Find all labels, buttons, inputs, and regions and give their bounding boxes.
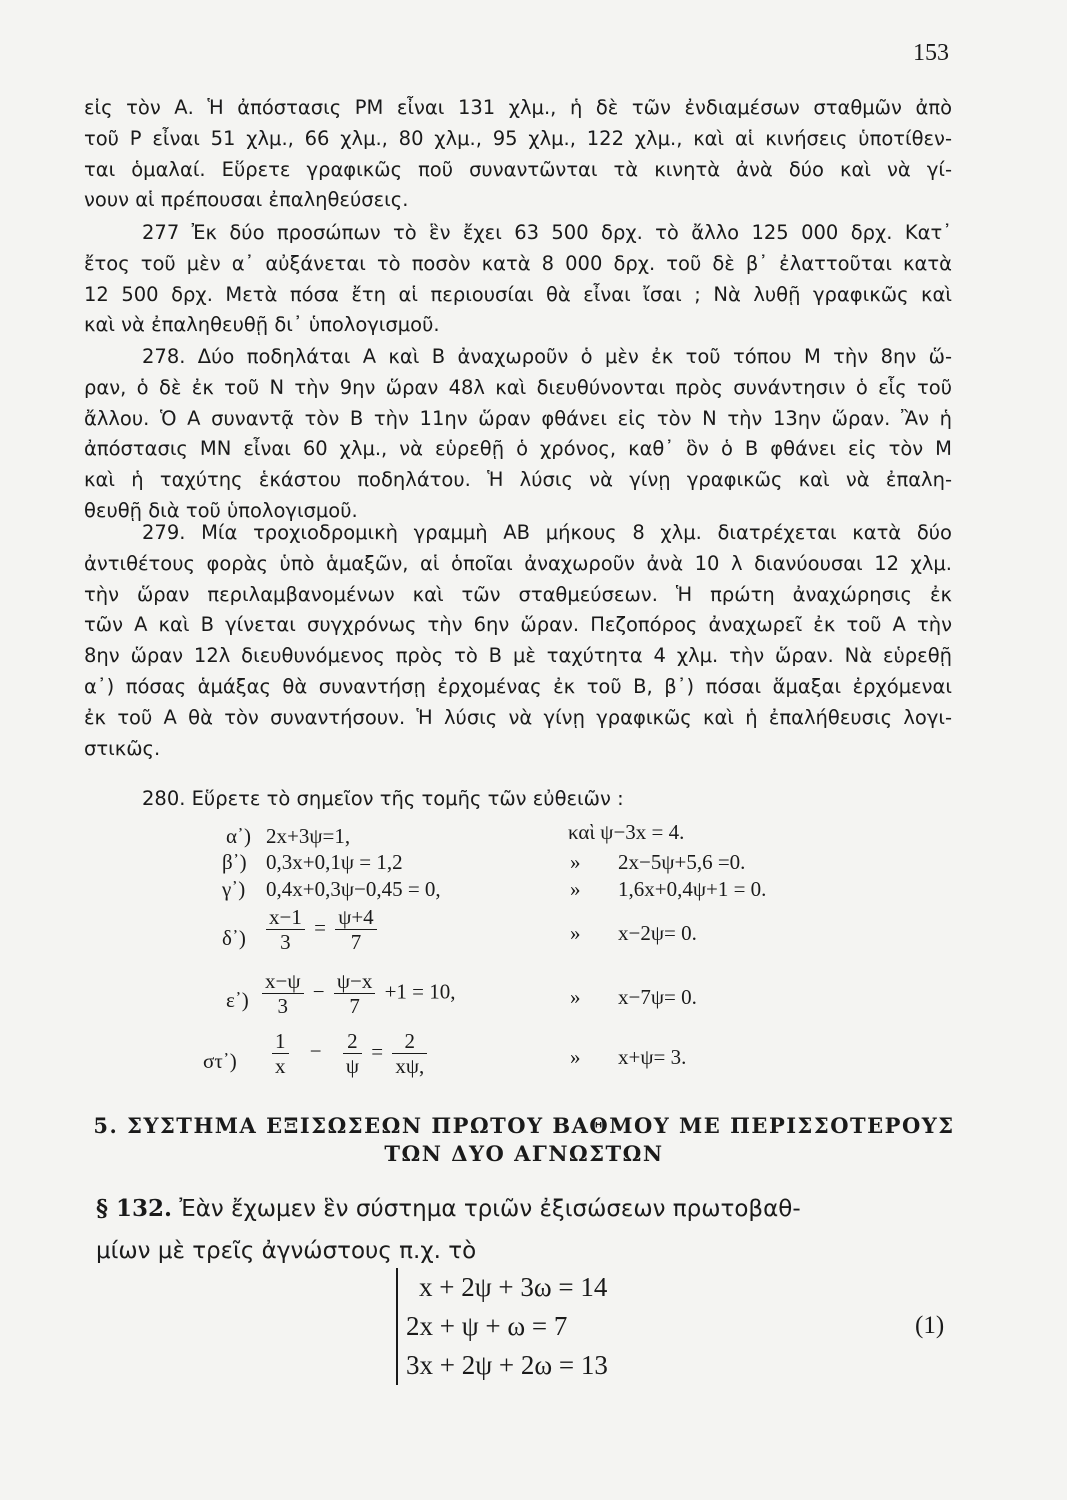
text-line: 280. Εὕρετε τὸ σημεῖον τῆς τομῆς τῶν εὐθειῶν : [142,787,624,810]
item-label: στ᾽) [203,1049,237,1073]
expression-tail: +1 = 10, [384,979,456,1004]
heading-line-2: ΤΩΝ ΔΥΟ ΑΓΝΩΣΤΩΝ [384,1141,664,1166]
denominator: 7 [350,930,362,954]
fraction-expression [258,969,456,1018]
text-line: νουν αἱ πρέπουσαι ἐπαληθεύσεις. [84,188,409,212]
text-line: 279. Μία τροχιοδρομικὴ γραμμὴ ΑΒ μήκους 8 χλμ. διατρέχεται κατὰ δύο [142,521,952,544]
text-line: ἀπόστασις ΜΝ εἶναι 60 χλμ., νὰ εὑρεθῇ ὁ χρόνος, καθ᾽ ὃν ὁ Β φθάνει εἰς τὸν Μ [84,437,952,461]
ditto-mark: » [570,921,581,945]
denominator: 3 [280,930,291,954]
text-line: ραν, ὁ δὲ ἐκ τοῦ Ν τὴν 9ην ὥραν 48λ καὶ διευθύνονται πρὸς συνάντησιν ὁ εἷς τοῦ [84,375,952,399]
equation-right: x+ψ= 3. [618,1045,687,1069]
text-line: καὶ ἡ ταχύτης ἑκάστου ποδηλάτου. Ἡ λύσις νὰ γίνῃ γραφικῶς καὶ νὰ ἐπαλη- [84,468,952,492]
page-number: 153 [913,40,949,66]
numerator: x−ψ [262,969,304,994]
text-line: ἔτος τοῦ μὲν α᾽ αὐξάνεται τὸ ποσὸν κατὰ 8 000 δρχ. τοῦ δὲ β᾽ ἐλαττοῦται κατὰ [84,251,952,275]
item-label: β᾽) [222,850,247,874]
text-line: καὶ νὰ ἐπαληθευθῇ δι᾽ ὑπολογισμοῦ. [84,313,440,337]
problem-278 [84,342,952,527]
text-line: τοῦ Ρ εἶναι 51 χλμ., 66 χλμ., 80 χλμ., 95 χλμ., 122 χλμ., καὶ αἱ κινήσεις ὑποτίθεν- [84,126,952,150]
equation-right: x−2ψ= 0. [618,921,697,945]
text-line: στικῶς. [84,736,161,760]
equation-left: 0,4x+0,3ψ−0,45 = 0, [266,877,441,901]
equals-sign: = [314,915,326,940]
text-span: Ἐὰν ἔχωμεν ἓν σύστημα τριῶν ἐξισώσεων πρωτοβαθ- [179,1196,801,1222]
system-equation: 2x + ψ + ω = 7 [406,1311,568,1341]
text-line [96,1188,956,1230]
denominator: 7 [349,994,360,1018]
minus-sign: − [312,979,325,1004]
item-label: ε᾽) [226,988,249,1012]
text-line: μίων μὲ τρεῖς ἀγνώστους π.χ. τὸ [96,1238,477,1264]
denominator: ψ [345,1054,359,1078]
problem-279 [84,518,952,764]
denominator: x [275,1054,286,1078]
item-label: α᾽) [226,824,251,848]
text-line: 278. Δύο ποδηλάται Α καὶ Β ἀναχωροῦν ὁ μὲν ἐκ τοῦ τόπου Μ τὴν 8ην ὥ- [142,345,952,368]
text-line: ἐκ τοῦ Α θὰ τὸν συναντήσουν. Ἡ λύσις νὰ γίνῃ γραφικῶς καὶ ἡ ἐπαλήθευσις λογι- [84,705,952,729]
numerator: x−1 [266,905,305,930]
item-label: γ᾽) [222,877,246,901]
text-line: ται ὁμαλαί. Εὕρετε γραφικῶς ποῦ συναντῶνται τὰ κινητὰ ἀνὰ δύο καὶ νὰ γί- [84,157,952,181]
minus-sign: − [309,1039,322,1064]
equation-system [396,1268,608,1385]
equation-right: x−7ψ= 0. [618,985,697,1009]
text-line: ἀντιθέτους φορὰς ὑπὸ ἁμαξῶν, αἱ ὁποῖαι ἀναχωροῦν ἀνὰ 10 λ διανύουσαι 12 χλμ. [84,551,952,575]
item-label: δ᾽) [222,926,246,950]
system-equation: x + 2ψ + 3ω = 14 [419,1272,608,1302]
fraction [262,969,304,1018]
text-line: ἄλλου. Ὁ Α συναντᾷ τὸν Β τὴν 11ην ὥραν φθάνει εἰς τὸν Ν τὴν 13ην ὥραν. Ἂν ἡ [84,406,952,430]
heading-line-1: 5. ΣΥΣΤΗΜΑ ΕΞΙΣΩΣΕΩΝ ΠΡΩΤΟΥ ΒΑΘΜΟΥ ΜΕ ΠΕΡΙΣΣΟΤΕΡΟΥΣ [93,1113,955,1138]
fraction-expression [262,905,381,954]
system-equation: 3x + 2ψ + 2ω = 13 [406,1350,608,1380]
numerator: 2 [343,1029,362,1054]
numerator: 1 [272,1029,289,1054]
problem-277 [84,218,952,341]
ditto-mark: » [570,985,581,1009]
fraction [272,1029,289,1078]
fraction [343,1029,362,1078]
numerator: 2 [392,1029,427,1054]
text-line: τὴν ὥραν περιλαμβανομένων καὶ τῶν σταθμεύσεων. Ἡ πρώτη ἀναχώρησις ἐκ [84,582,952,606]
text-line: α᾽) πόσας ἁμάξας θὰ συναντήσῃ ἐρχομένας ἐκ τοῦ Β, β᾽) πόσαι ἅμαξαι ἐρχόμεναι [84,674,952,698]
fraction-expression [268,1029,431,1078]
fraction [266,905,305,954]
ditto-mark: » [570,850,581,874]
equation-left: 0,3x+0,1ψ = 1,2 [266,850,403,874]
equation-left: 2x+3ψ=1, [266,824,351,848]
fraction [392,1029,427,1078]
problem-280-intro [84,784,952,815]
fraction [335,905,377,954]
text-line: εἰς τὸν Α. Ἡ ἀπόστασις ΡΜ εἶναι 131 χλμ., ἡ δὲ τῶν ἐνδιαμέσων σταθμῶν ἀπὸ [84,96,952,119]
equation-right: καὶ ψ−3x = 4. [568,820,685,844]
equation-right: 2x−5ψ+5,6 =0. [618,850,746,874]
numerator: ψ−x [334,969,376,994]
ditto-mark: » [570,1045,581,1069]
text-line: θευθῇ διὰ τοῦ ὑπολογισμοῦ. [84,498,358,522]
fraction [334,969,376,1018]
denominator: xψ, [395,1054,425,1078]
text-line: 8ην ὥραν 12λ διευθυνόμενος πρὸς τὸ Β μὲ ταχύτητα 4 χλμ. τὴν ὥραν. Νὰ εὑρεθῇ [84,644,952,668]
section-132-paragraph [96,1188,956,1272]
denominator: 3 [277,994,288,1018]
text-line: τῶν Α καὶ Β γίνεται συγχρόνως τὴν 6ην ὥραν. Πεζοπόρος ἀναχωρεῖ ἐκ τοῦ Α τὴν [84,613,952,637]
numerator: ψ+4 [335,905,377,930]
text-line: 277 Ἐκ δύο προσώπων τὸ ἓν ἔχει 63 500 δρχ. τὸ ἄλλο 125 000 δρχ. Κατ᾽ [142,221,952,244]
ditto-mark: » [570,877,581,901]
text-line: 12 500 δρχ. Μετὰ πόσα ἔτη αἱ περιουσίαι θὰ εἶναι ἴσαι ; Νὰ λυθῇ γραφικῶς καὶ [84,282,952,306]
equation-right: 1,6x+0,4ψ+1 = 0. [618,877,767,901]
intro-paragraph [84,93,952,216]
section-heading [84,1112,964,1168]
equation-number: (1) [915,1312,945,1339]
section-symbol: § 132. [96,1195,173,1222]
equals-sign: = [371,1039,384,1064]
